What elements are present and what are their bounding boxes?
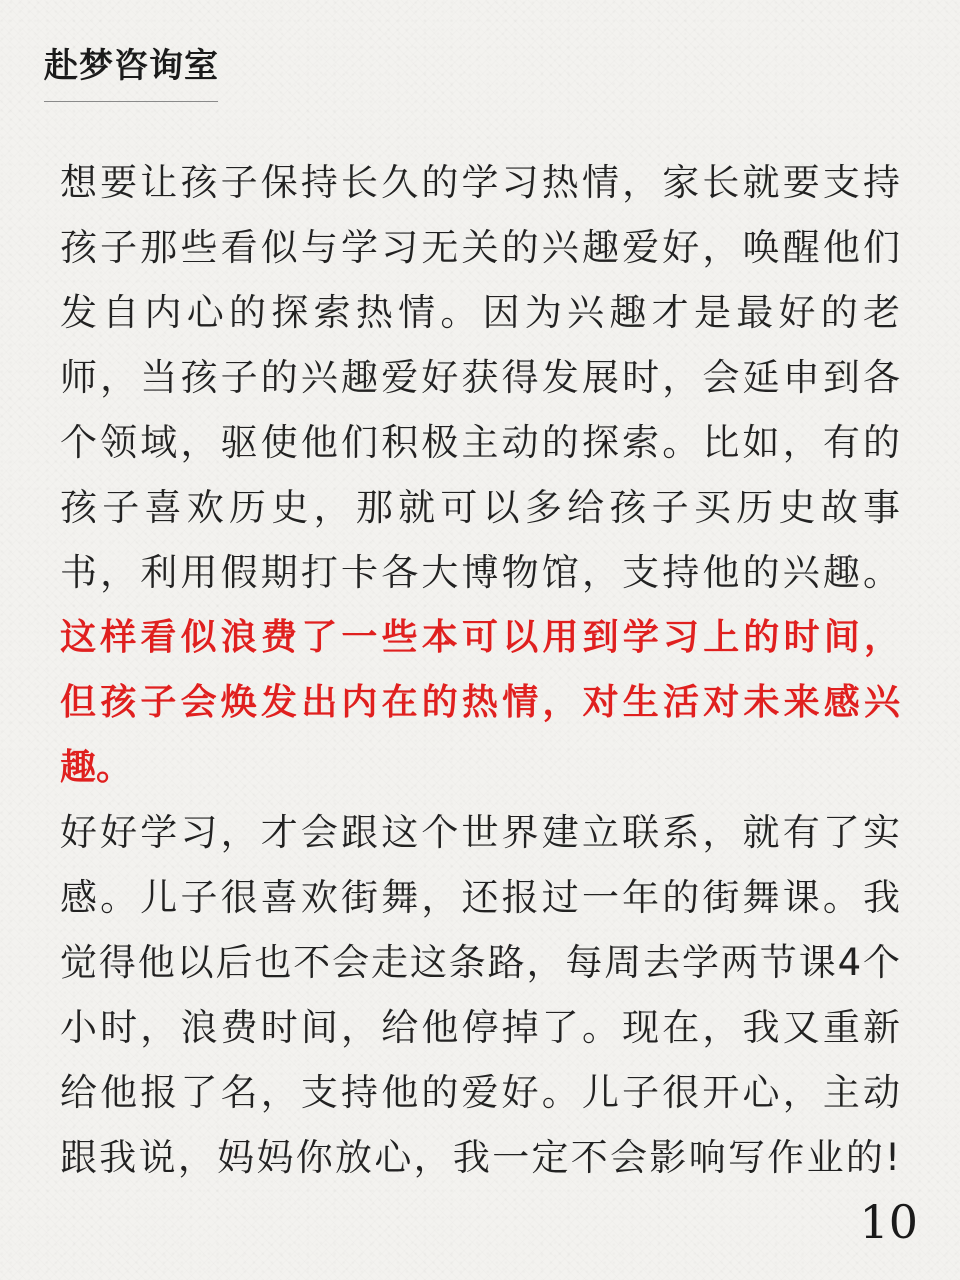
article-body: [60, 150, 900, 1190]
text-line: 给他报了名，支持他的爱好。儿子很开心，主动: [60, 1071, 900, 1114]
text-line: 书，利用假期打卡各大博物馆，支持他的兴趣。: [60, 551, 900, 594]
text-line: 个领域，驱使他们积极主动的探索。比如，有的: [60, 421, 900, 464]
text-line: 小时，浪费时间，给他停掉了。现在，我又重新: [60, 1006, 900, 1049]
brand-underline: [44, 101, 218, 102]
text-line: 发自内心的探索热情。因为兴趣才是最好的老: [60, 291, 900, 334]
text-line: 想要让孩子保持长久的学习热情，家长就要支持: [60, 161, 900, 204]
page-number: 10: [859, 1195, 918, 1249]
highlight-line: 趣。: [60, 747, 133, 788]
text-line: 觉得他以后也不会走这条路，每周去学两节课4个: [60, 941, 900, 984]
highlight-line: 但孩子会焕发出内在的热情，对生活对未来感兴: [60, 682, 900, 723]
text-line: 跟我说，妈妈你放心，我一定不会影响写作业的!: [60, 1136, 900, 1179]
paragraph-intro: [60, 150, 900, 605]
text-line: 孩子那些看似与学习无关的兴趣爱好，唤醒他们: [60, 226, 900, 269]
brand-title: 赴梦咨询室: [44, 46, 219, 86]
paragraph-story: [60, 800, 900, 1190]
highlight-paragraph: [60, 605, 900, 800]
text-line: 感。儿子很喜欢街舞，还报过一年的街舞课。我: [60, 876, 900, 919]
text-line: 孩子喜欢历史，那就可以多给孩子买历史故事: [60, 486, 900, 529]
highlight-line: 这样看似浪费了一些本可以用到学习上的时间，: [60, 617, 900, 658]
text-line: 好好学习，才会跟这个世界建立联系，就有了实: [60, 811, 900, 854]
text-line: 师，当孩子的兴趣爱好获得发展时，会延申到各: [60, 356, 900, 399]
